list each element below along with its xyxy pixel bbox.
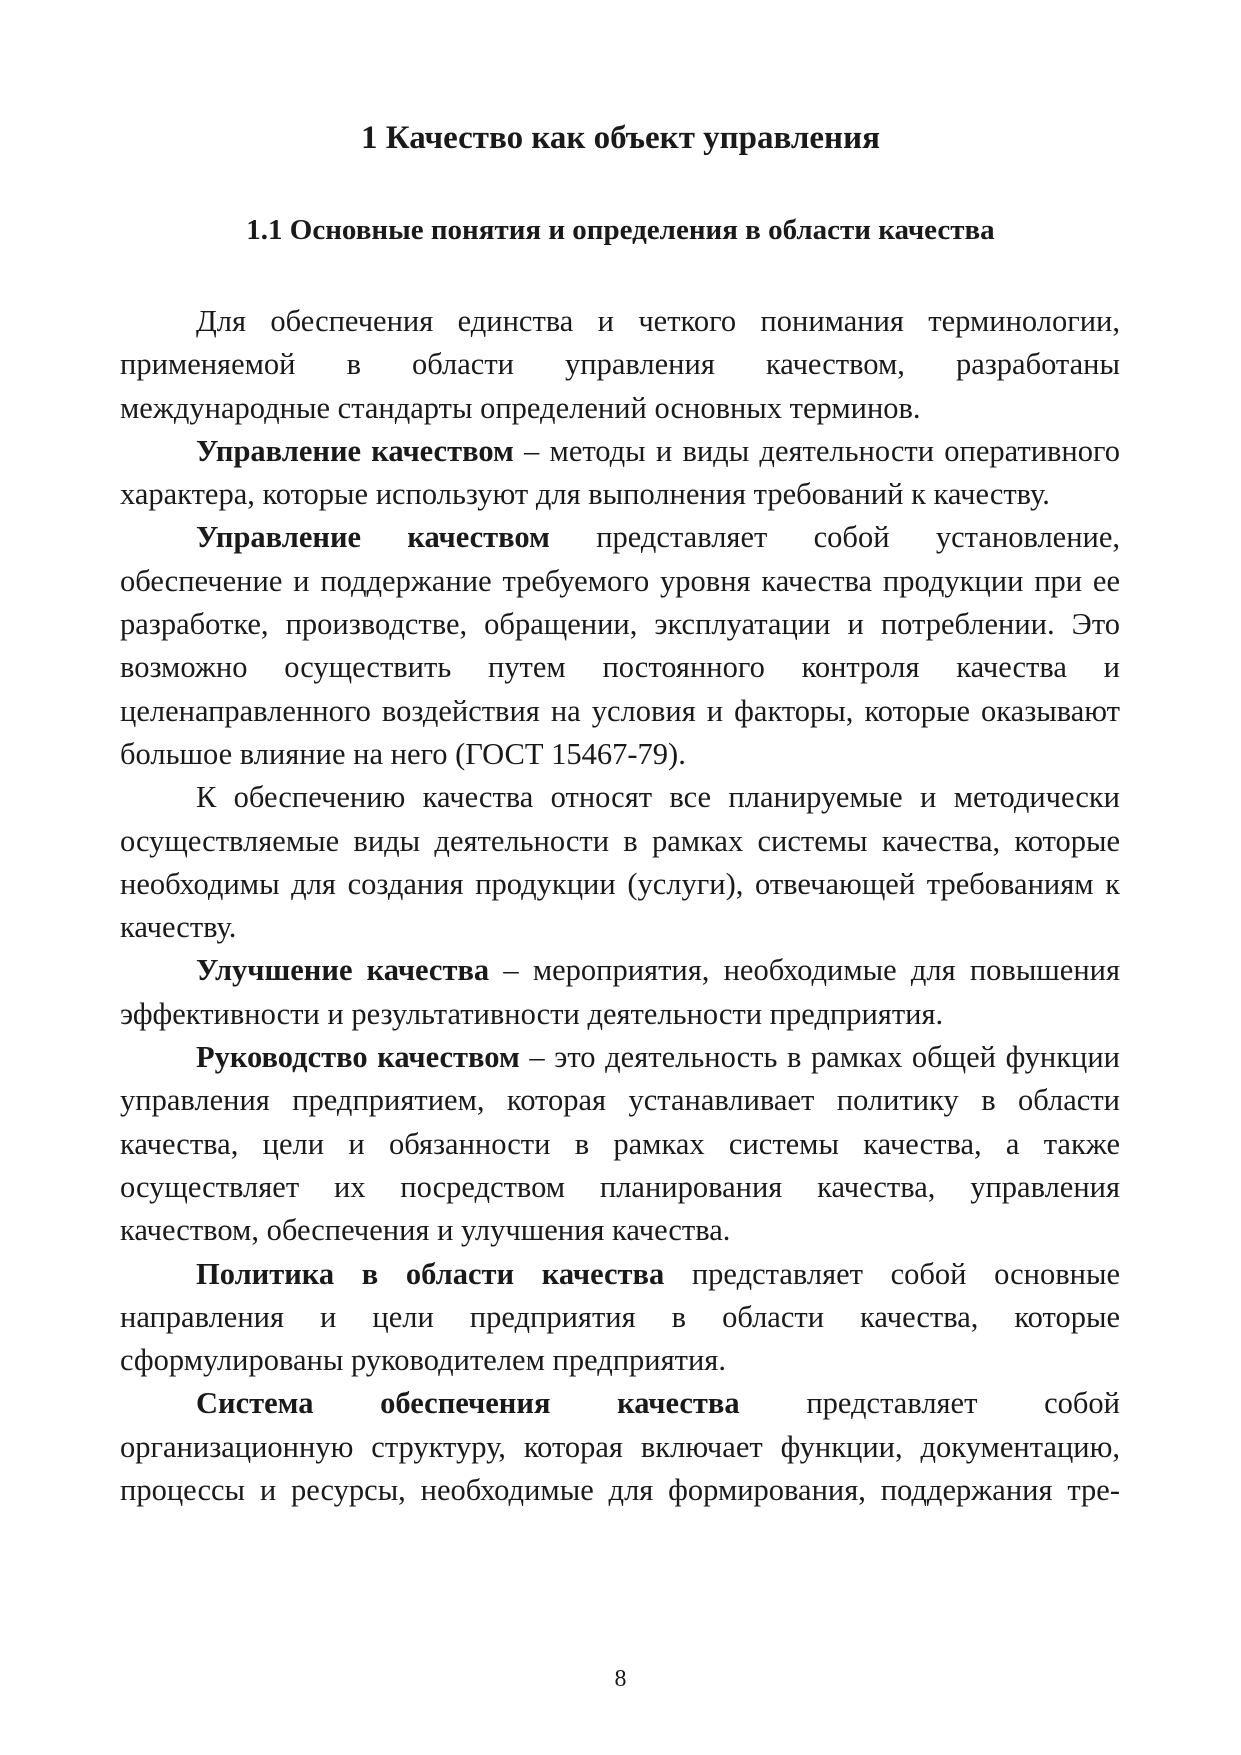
paragraph-quality-improvement: [120, 949, 1120, 1036]
page-number: 8: [614, 1666, 627, 1692]
paragraph-quality-leadership: [120, 1036, 1120, 1252]
paragraph-text: К обеспечению качества относят все планируемые и методически осуществляемые виды деятельности в рамках системы качества, которые необходимы для создания продукции (услуги), отвечающей требованиям к качеству.: [120, 780, 1120, 945]
paragraph-quality-management-definition: [120, 430, 1120, 517]
paragraph-text: – мероприятия, необходимые для повышения эффективности и результативности деятельности предприятия.: [120, 953, 1121, 1031]
term-quality-policy: Политика в области качества: [196, 1256, 665, 1291]
term-quality-leadership: Руководство качеством: [196, 1040, 520, 1075]
paragraph-text: – методы и виды деятельности оперативного характера, которые используют для выполнения требований к качеству.: [120, 433, 1121, 512]
paragraph-intro: [120, 300, 1120, 430]
paragraph-quality-assurance: [120, 776, 1120, 949]
chapter-title: 1 Качество как объект управления: [361, 120, 880, 156]
paragraph-text: представляет собой организационную структуру, которая включает функции, документацию, процессы и ресурсы, необходимые для формирования, поддержания тре-: [120, 1386, 1120, 1508]
paragraph-text: Для обеспечения единства и четкого понимания терминологии, применяемой в области управления качеством, разработаны международные стандарты определений основных терминов.: [120, 304, 1120, 425]
term-quality-management: Управление качеством: [196, 520, 550, 555]
paragraph-text: представляет собой установление, обеспечение и поддержание требуемого уровня качества продукции при ее разработке, производстве, обращении, эксплуатации и потреблении. Это возможно осуществить путем постоянного контроля качества и целенаправленного воздействия на условия и факторы, которые оказывают большое влияние на него (ГОСТ 15467-79).: [120, 520, 1121, 771]
term-quality-assurance-system: Система обеспечения качества: [196, 1386, 740, 1421]
section-title: 1.1 Основные понятия и определения в области качества: [246, 214, 995, 246]
paragraph-quality-management-description: [120, 516, 1120, 776]
paragraph-quality-assurance-system: [120, 1382, 1120, 1512]
body-text: [120, 300, 1120, 1512]
paragraph-text: представляет собой основные направления и цели предприятия в области качества, которые сформулированы руководителем предприятия.: [120, 1256, 1120, 1378]
term-quality-management: Управление качеством: [196, 433, 514, 468]
paragraph-quality-policy: [120, 1253, 1120, 1383]
paragraph-text: – это деятельность в рамках общей функции управления предприятием, которая устанавливает политику в области качества, цели и обязанности в рамках системы качества, а также осуществляет их посредством планирования качества, управления качеством, обеспечения и улучшения качества.: [120, 1040, 1120, 1248]
term-quality-improvement: Улучшение качества: [196, 953, 490, 988]
